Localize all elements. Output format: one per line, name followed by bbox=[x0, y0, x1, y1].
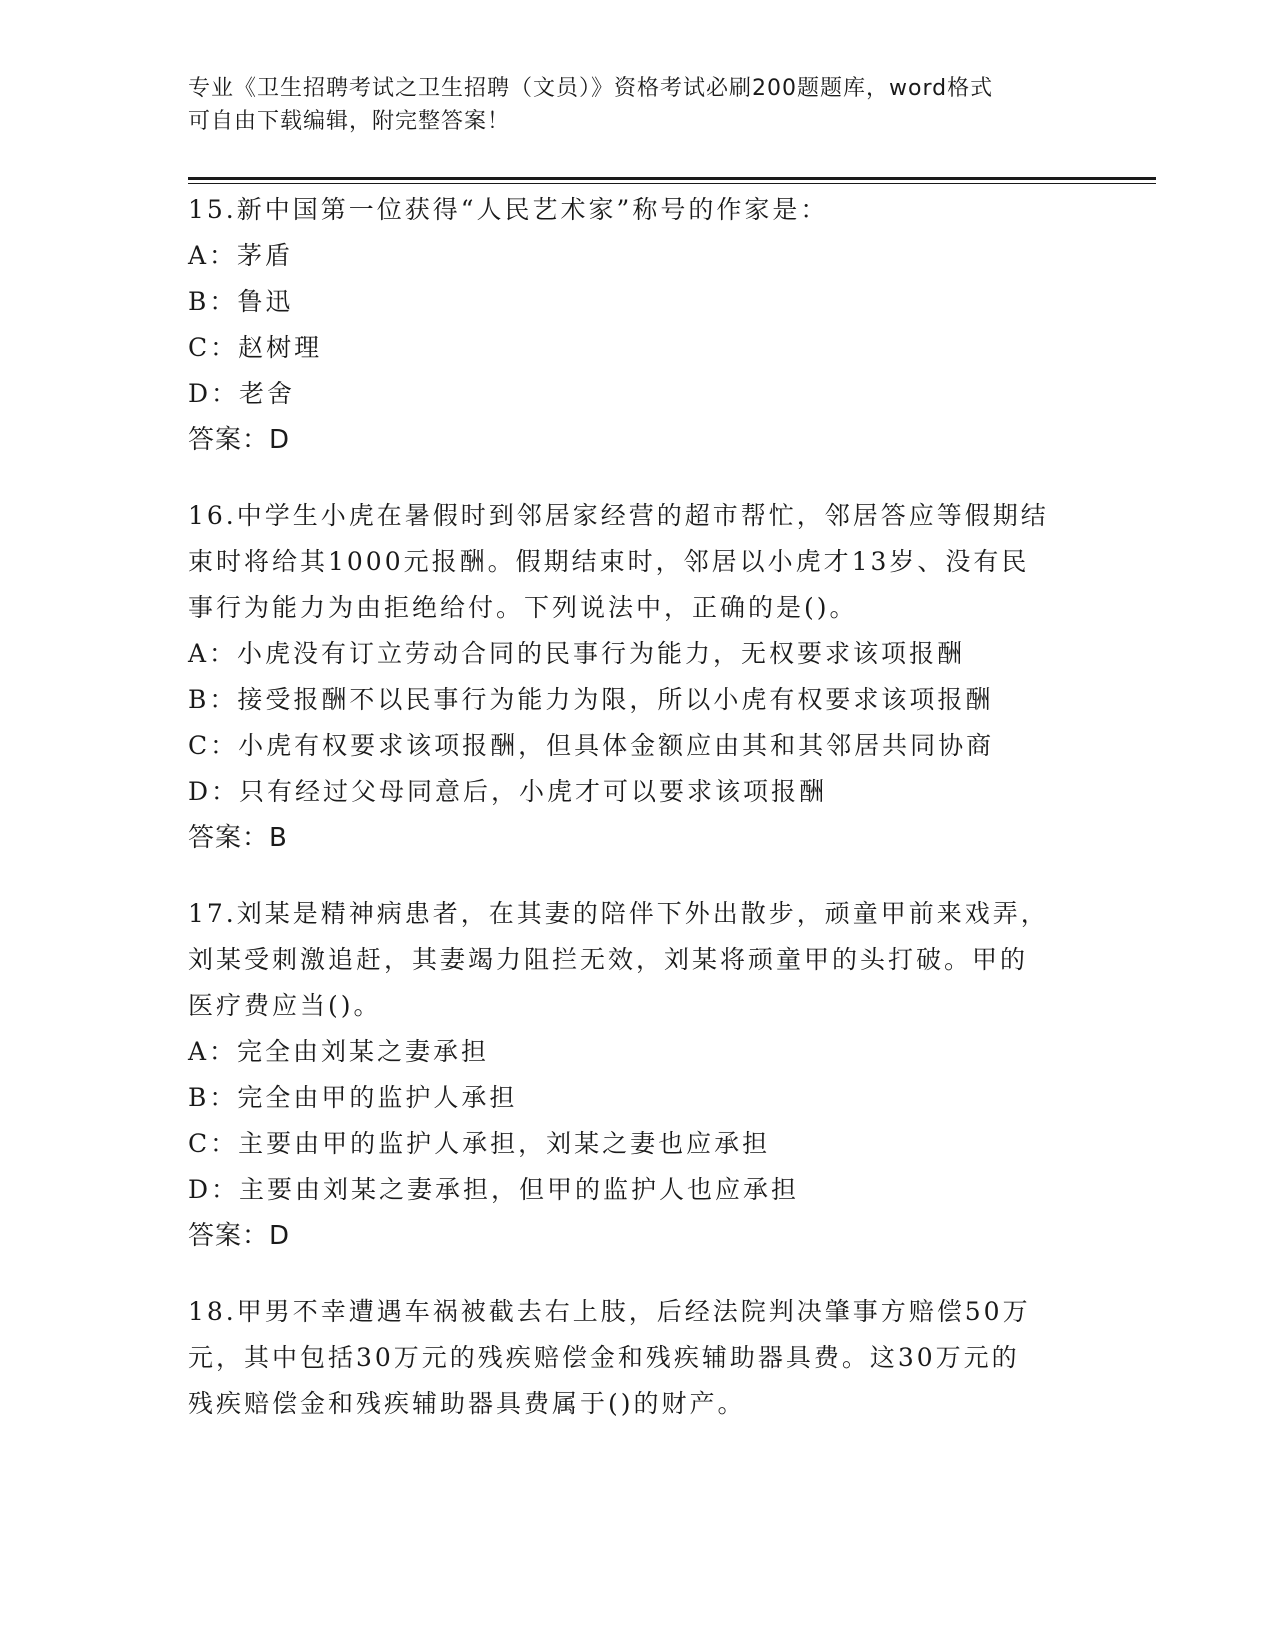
option-d: D：主要由刘某之妻承担，但甲的监护人也应承担 bbox=[188, 1175, 800, 1204]
question-stem: 医疗费应当()。 bbox=[188, 991, 382, 1020]
question-list bbox=[188, 187, 1088, 1457]
question-stem: 18.甲男不幸遭遇车祸被截去右上肢，后经法院判决肇事方赔偿50万 bbox=[188, 1297, 1031, 1326]
document-header bbox=[188, 72, 1088, 138]
option-c: C：小虎有权要求该项报酬，但具体金额应由其和其邻居共同协商 bbox=[188, 731, 995, 760]
question-stem: 事行为能力为由拒绝给付。下列说法中，正确的是()。 bbox=[188, 593, 858, 622]
option-a: A：茅盾 bbox=[188, 241, 294, 270]
question-stem: 17.刘某是精神病患者，在其妻的陪伴下外出散步，顽童甲前来戏弄， bbox=[188, 899, 1049, 928]
question-stem: 15.新中国第一位获得“人民艺术家”称号的作家是： bbox=[188, 195, 829, 224]
option-b: B：接受报酬不以民事行为能力为限，所以小虎有权要求该项报酬 bbox=[188, 685, 994, 714]
question-15 bbox=[188, 187, 1088, 463]
question-stem: 元，其中包括30万元的残疾赔偿金和残疾辅助器具费。这30万元的 bbox=[188, 1343, 1020, 1372]
answer-label: 答案：B bbox=[188, 823, 288, 853]
header-divider-thin bbox=[188, 183, 1156, 184]
option-c: C：赵树理 bbox=[188, 333, 323, 362]
question-stem: 16.中学生小虎在暑假时到邻居家经营的超市帮忙，邻居答应等假期结 bbox=[188, 501, 1049, 530]
header-line-2: 可自由下载编辑，附完整答案！ bbox=[188, 109, 511, 134]
question-18 bbox=[188, 1289, 1088, 1427]
header-line-1: 专业《卫生招聘考试之卫生招聘（文员）》资格考试必刷200题题库，word格式 bbox=[188, 76, 994, 101]
option-b: B：鲁迅 bbox=[188, 287, 294, 316]
question-16 bbox=[188, 493, 1088, 861]
option-a: A：完全由刘某之妻承担 bbox=[188, 1037, 490, 1066]
question-stem: 刘某受刺激追赶，其妻竭力阻拦无效，刘某将顽童甲的头打破。甲的 bbox=[188, 945, 1029, 974]
option-b: B：完全由甲的监护人承担 bbox=[188, 1083, 518, 1112]
header-divider-thick bbox=[188, 177, 1156, 180]
option-d: D：只有经过父母同意后，小虎才可以要求该项报酬 bbox=[188, 777, 828, 806]
option-a: A：小虎没有订立劳动合同的民事行为能力，无权要求该项报酬 bbox=[188, 639, 966, 668]
option-d: D：老舍 bbox=[188, 379, 296, 408]
option-c: C：主要由甲的监护人承担，刘某之妻也应承担 bbox=[188, 1129, 771, 1158]
question-stem: 束时将给其1000元报酬。假期结束时，邻居以小虎才13岁、没有民 bbox=[188, 547, 1030, 576]
answer-label: 答案：D bbox=[188, 1221, 291, 1251]
answer-label: 答案：D bbox=[188, 425, 291, 455]
question-stem: 残疾赔偿金和残疾辅助器具费属于()的财产。 bbox=[188, 1389, 746, 1418]
question-17 bbox=[188, 891, 1088, 1259]
